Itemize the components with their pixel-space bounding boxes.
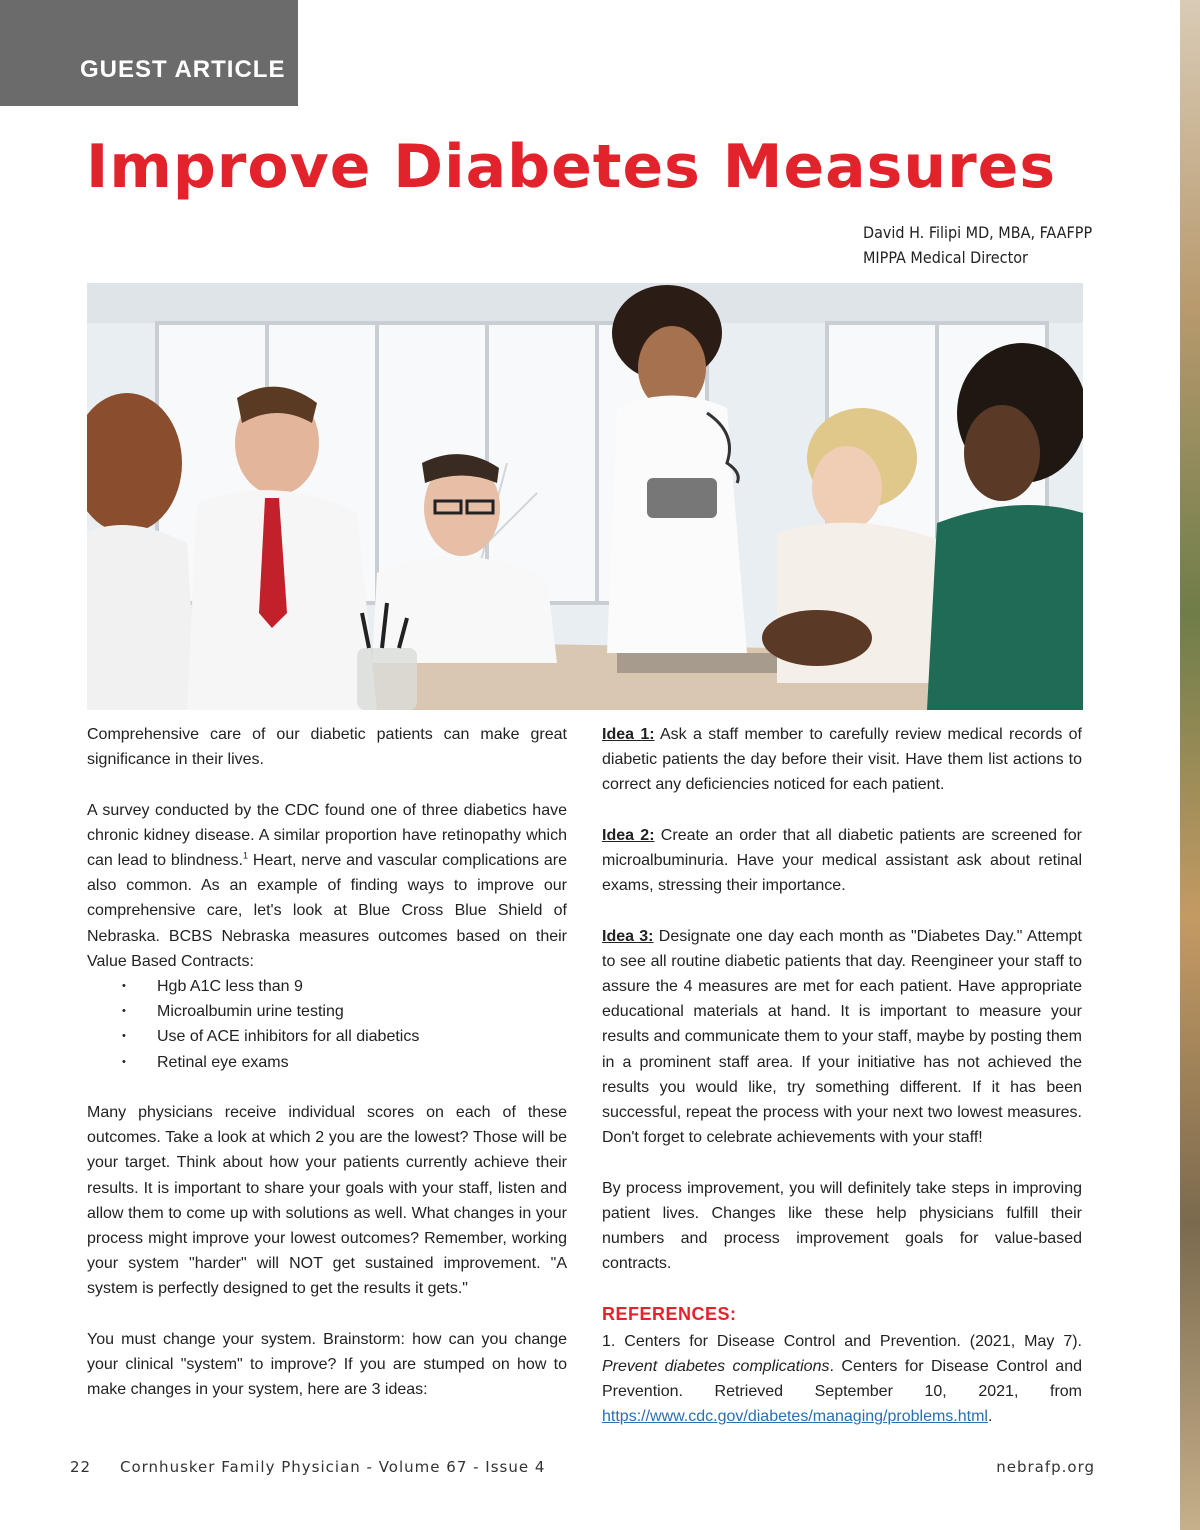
change-system-paragraph: You must change your system. Brainstorm: how can you change your clinical "system" to improve? If you are stumped on how to make changes in your system, here are 3 ideas: bbox=[87, 1330, 567, 1399]
cdc-survey-text-a: A survey conducted by the CDC found one of three diabetics have chronic kidney disease. A similar proportion have retinopathy which can lead to blindness. bbox=[87, 801, 567, 869]
list-item: • Microalbumin urine testing bbox=[157, 999, 567, 1024]
idea-1-label: Idea 1: bbox=[602, 726, 655, 743]
closing-paragraph: By process improvement, you will definitely take steps in improving patient lives. Changes like these help physicians fulfill their numbers and process improvement goals for value-based contracts. bbox=[602, 1179, 1082, 1273]
article-title: Improve Diabetes Measures bbox=[86, 132, 1057, 202]
scores-paragraph: Many physicians receive individual scores on each of these outcomes. Take a look at which 2 you are the lowest? Those will be your target. Think about how your patients currently achieve their results. It is important to share your goals with your staff, listen and allow them to come up with solutions as well. What changes in your process might improve your lowest outcomes? Remember, working your system "harder" will NOT get sustained improvement. "A system is perfectly designed to get the results it gets." bbox=[87, 1104, 567, 1298]
idea-3-text: Designate one day each month as "Diabetes Day." Attempt to see all routine diabetic patients that day. Reengineer your staff to assure the 4 measures are met for each patient. Have appropriate educational materials at hand. It is important to measure your results and communicate them to your staff, maybe by posting them in a prominent staff area. If your initiative has not achieved the results you would like, try something different. If it has been successful, repeat the process with your next two lowest measures. Don't forget to celebrate achievements with your staff! bbox=[602, 927, 1083, 1147]
website-label: nebrafp.org bbox=[996, 1458, 1095, 1476]
reference-middle: . Centers for Disease Control and Prevention. Retrieved September 10, 2021, from bbox=[602, 1358, 1082, 1401]
author-role: MIPPA Medical Director bbox=[863, 248, 1028, 267]
idea-1-text: Ask a staff member to carefully review medical records of diabetic patients the day before their visit. Have them list actions to correct any deficiencies noticed for each patient. bbox=[602, 726, 1083, 794]
doctors-meeting-illustration bbox=[87, 283, 1083, 710]
section-badge bbox=[0, 0, 298, 106]
author-name: David H. Filipi MD, MBA, FAAFPP bbox=[863, 223, 1093, 242]
reference-prefix: 1. Centers for Disease Control and Prevention. (2021, May 7). bbox=[602, 1332, 1082, 1350]
footnote-marker: 1 bbox=[242, 850, 248, 861]
idea-2-text: Create an order that all diabetic patients are screened for microalbuminuria. Have your medical assistant ask about retinal exams, stressing their importance. bbox=[602, 826, 1083, 895]
idea-3-paragraph bbox=[602, 924, 1082, 1151]
author-byline bbox=[863, 220, 1092, 270]
page-number: 22 bbox=[70, 1458, 92, 1476]
reference-title: Prevent diabetes complications bbox=[602, 1358, 830, 1376]
section-badge-label: GUEST ARTICLE bbox=[80, 56, 286, 83]
reference-end: . bbox=[987, 1408, 993, 1426]
list-item: • Retinal eye exams bbox=[157, 1050, 567, 1075]
outcomes-list bbox=[87, 974, 567, 1075]
idea-1-paragraph bbox=[602, 722, 1082, 798]
references-heading: REFERENCES: bbox=[602, 1303, 737, 1324]
idea-2-paragraph bbox=[602, 823, 1082, 899]
reference-url-link[interactable]: https://www.cdc.gov/diabetes/managing/problems.html bbox=[602, 1408, 988, 1426]
idea-2-label: Idea 2: bbox=[602, 826, 655, 844]
reference-1 bbox=[602, 1329, 1082, 1430]
publication-name: Cornhusker Family Physician - Volume 67 - Issue 4 bbox=[120, 1458, 546, 1476]
list-item: • Hgb A1C less than 9 bbox=[157, 974, 567, 999]
list-item: • Use of ACE inhibitors for all diabetics bbox=[157, 1024, 567, 1049]
cdc-survey-text-b: Heart, nerve and vascular complications are also common. As an example of finding ways to improve our comprehensive care, let's look at Blue Cross Blue Shield of Nebraska. BCBS Nebraska measures outcomes based on their Value Based Contracts: bbox=[87, 852, 568, 970]
article-photo bbox=[87, 283, 1083, 710]
intro-paragraph: Comprehensive care of our diabetic patients can make great significance in their lives. bbox=[87, 726, 567, 769]
right-column bbox=[602, 722, 1082, 1455]
left-column bbox=[87, 722, 567, 1428]
idea-3-label: Idea 3: bbox=[602, 927, 654, 945]
page-edge-photo-strip bbox=[1180, 0, 1200, 1530]
cdc-survey-paragraph bbox=[87, 798, 567, 974]
page-footer bbox=[70, 1458, 1095, 1480]
